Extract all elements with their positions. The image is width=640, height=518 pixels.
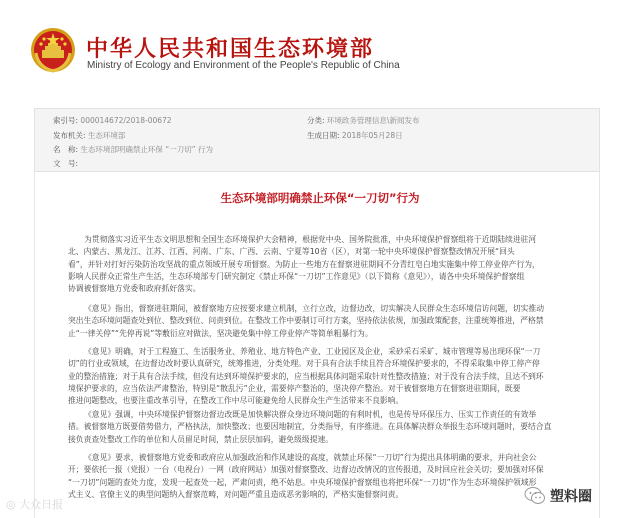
article-title: 生态环境部明确禁止环保“一刀切”行为 [220, 191, 420, 205]
paragraph-line: 措。被督察地方既要借势借力，严格执法，加快整改；也要因地制宜，分类指导，有序推进。在具体解决群众举报生态环境问题时，要结合直 [68, 422, 552, 432]
ministry-name-en: Ministry of Ecology and Environment of the People's Republic of China [87, 60, 400, 71]
paragraph-line: 为贯彻落实习近平生态文明思想和全国生态环境保护大会精神，根据党中央、国务院批准，中央环境保护督察组将于近期陆续进驻河 [84, 235, 537, 244]
paragraph-clarifies [68, 346, 568, 407]
weibo-icon: ◎ [6, 498, 20, 511]
paragraph-line: 协调被督察地方党委和政府抓好落实。 [68, 284, 201, 294]
national-emblem-icon [30, 27, 76, 73]
meta-issuer-value: 生态环境部 [87, 131, 126, 140]
paragraph-line: 开；要依托一报（党报）一台（电视台）一网（政府网站）加强对督察整改、边督边改情况的宣传报道，及时回应社会关切；要加强对环保 [68, 465, 544, 475]
paragraph-emphasizes [68, 409, 568, 446]
paragraph-line: 境保护要求的，应当依法严肃整治，特别是“散乱污”企业，需要停产整治的，坚决停产整治。对于被督察地方在督察进驻期间，既要 [68, 383, 521, 393]
watermark-left [6, 496, 63, 512]
paragraph-line: “一刀切”问题的查处力度，发现一起查处一起，严肃问责，绝不姑息。中央环境保护督察组也将把环保“一刀切”作为生态环境保护领域形 [68, 477, 537, 487]
ministry-name-cn: 中华人民共和国生态环境部 [86, 37, 375, 62]
paragraph-line: 《意见》要求，被督察地方党委和政府应从加强政治和作风建设的高度，就禁止环保“一刀切”行为提出具体明确的要求，并向社会公 [84, 453, 537, 462]
paragraph-line: 《意见》指出，督察进驻期间，被督察地方应按要求建立机制，立行立改，边督边改，切实解决人民群众生态环境信访问题，切实推动 [84, 304, 545, 313]
site-header [0, 0, 640, 100]
meta-issuer [53, 130, 125, 141]
document-meta-box [34, 108, 600, 172]
meta-date-key: 生成日期: [307, 131, 340, 140]
watermark-right [524, 484, 592, 508]
paragraph-points-out [68, 303, 568, 340]
paragraph-line: 北、内蒙古、黑龙江、江苏、江西、河南、广东、广西、云南、宁夏等10省（区），对第一轮中央环境保护督察整改情况开展“回头 [68, 247, 515, 257]
meta-category-value: 环境政务管理信息\新闻发布 [326, 116, 420, 125]
meta-date-value: 2018年05月28日 [341, 131, 403, 140]
meta-name [53, 144, 213, 155]
meta-docno-key: 文 号: [53, 159, 79, 168]
meta-category-key: 分类: [307, 116, 325, 125]
paragraph-line: 《意见》明确，对于工程施工、生活服务业、养殖业、地方特色产业、工业园区及企业，采砂采石采矿、城市管理等易出现环保“一刀 [84, 347, 541, 356]
meta-name-key: 名 称: [53, 145, 79, 154]
paragraph-intro [68, 234, 568, 295]
paragraph-line: 推进问题整改，也要注重改革引导，在整改工作中尽可能避免给人民群众生产生活带来不良影响。 [68, 396, 404, 406]
paragraph-line: 《意见》强调，中央环境保护督察边督边改既是加快解决群众身边环境问题的有利时机，也是传导环保压力、压实工作责任的有效举 [84, 410, 537, 419]
meta-date [307, 130, 403, 141]
paragraph-line: 止“一律关停”“先停再说”等敷衍应对做法，坚决避免集中停工停业停产等简单粗暴行为。 [68, 328, 373, 338]
paragraph-line: 切”的行业或领域，在边督边改时要认真研究，统筹推进，分类处理。对于具有合法手续且符合环境保护要求的，不得采取集中停工停产停 [68, 359, 540, 369]
paragraph-requires [68, 452, 568, 501]
meta-docno [53, 158, 78, 169]
wechat-icon [524, 485, 546, 507]
paragraph-line: 接负责查处整改工作的单位和人员留足时间，禁止层层加码，避免级级提速。 [68, 434, 334, 444]
paragraph-line: 影响人民群众正常生产生活，生态环境部专门研究制定《禁止环保“一刀切”工作意见》（以下简称《意见》），请各中央环境保护督察组 [68, 271, 525, 281]
meta-name-value: 生态环境部明确禁止环保 “一刀切” 行为 [80, 145, 213, 154]
watermark-left-text: 大众日报 [19, 498, 64, 511]
paragraph-line: 业的整治措施；对于具有合法手续，但没有达到环境保护要求的，应当根据具体问题采取针对性整改措施；对于没有合法手续，且达不到环 [68, 371, 544, 381]
meta-index-key: 索引号: [53, 116, 79, 125]
paragraph-line: 看”，并针对打好污染防治攻坚战的重点领域开展专项督察。为防止一些地方在督察进驻期间不分青红皂白地实施集中停工停业停产行为， [68, 259, 540, 269]
paragraph-line: 突出生态环境问题查处到位、整改到位、问责到位。在整改工作中要制订可行方案，坚持依法依规，加强政策配套，注重统筹推进，严格禁 [68, 316, 544, 326]
paragraph-line: 式主义、官僚主义的典型问题纳入督察范畴，对问题严重且造成恶劣影响的，严格实施督察问责。 [68, 489, 404, 499]
meta-issuer-key: 发布机关: [53, 131, 86, 140]
meta-index-value: 000014672/2018-00672 [80, 116, 172, 125]
watermark-right-text: 塑料圈 [550, 489, 592, 505]
meta-category [307, 115, 419, 126]
meta-index [53, 115, 172, 126]
